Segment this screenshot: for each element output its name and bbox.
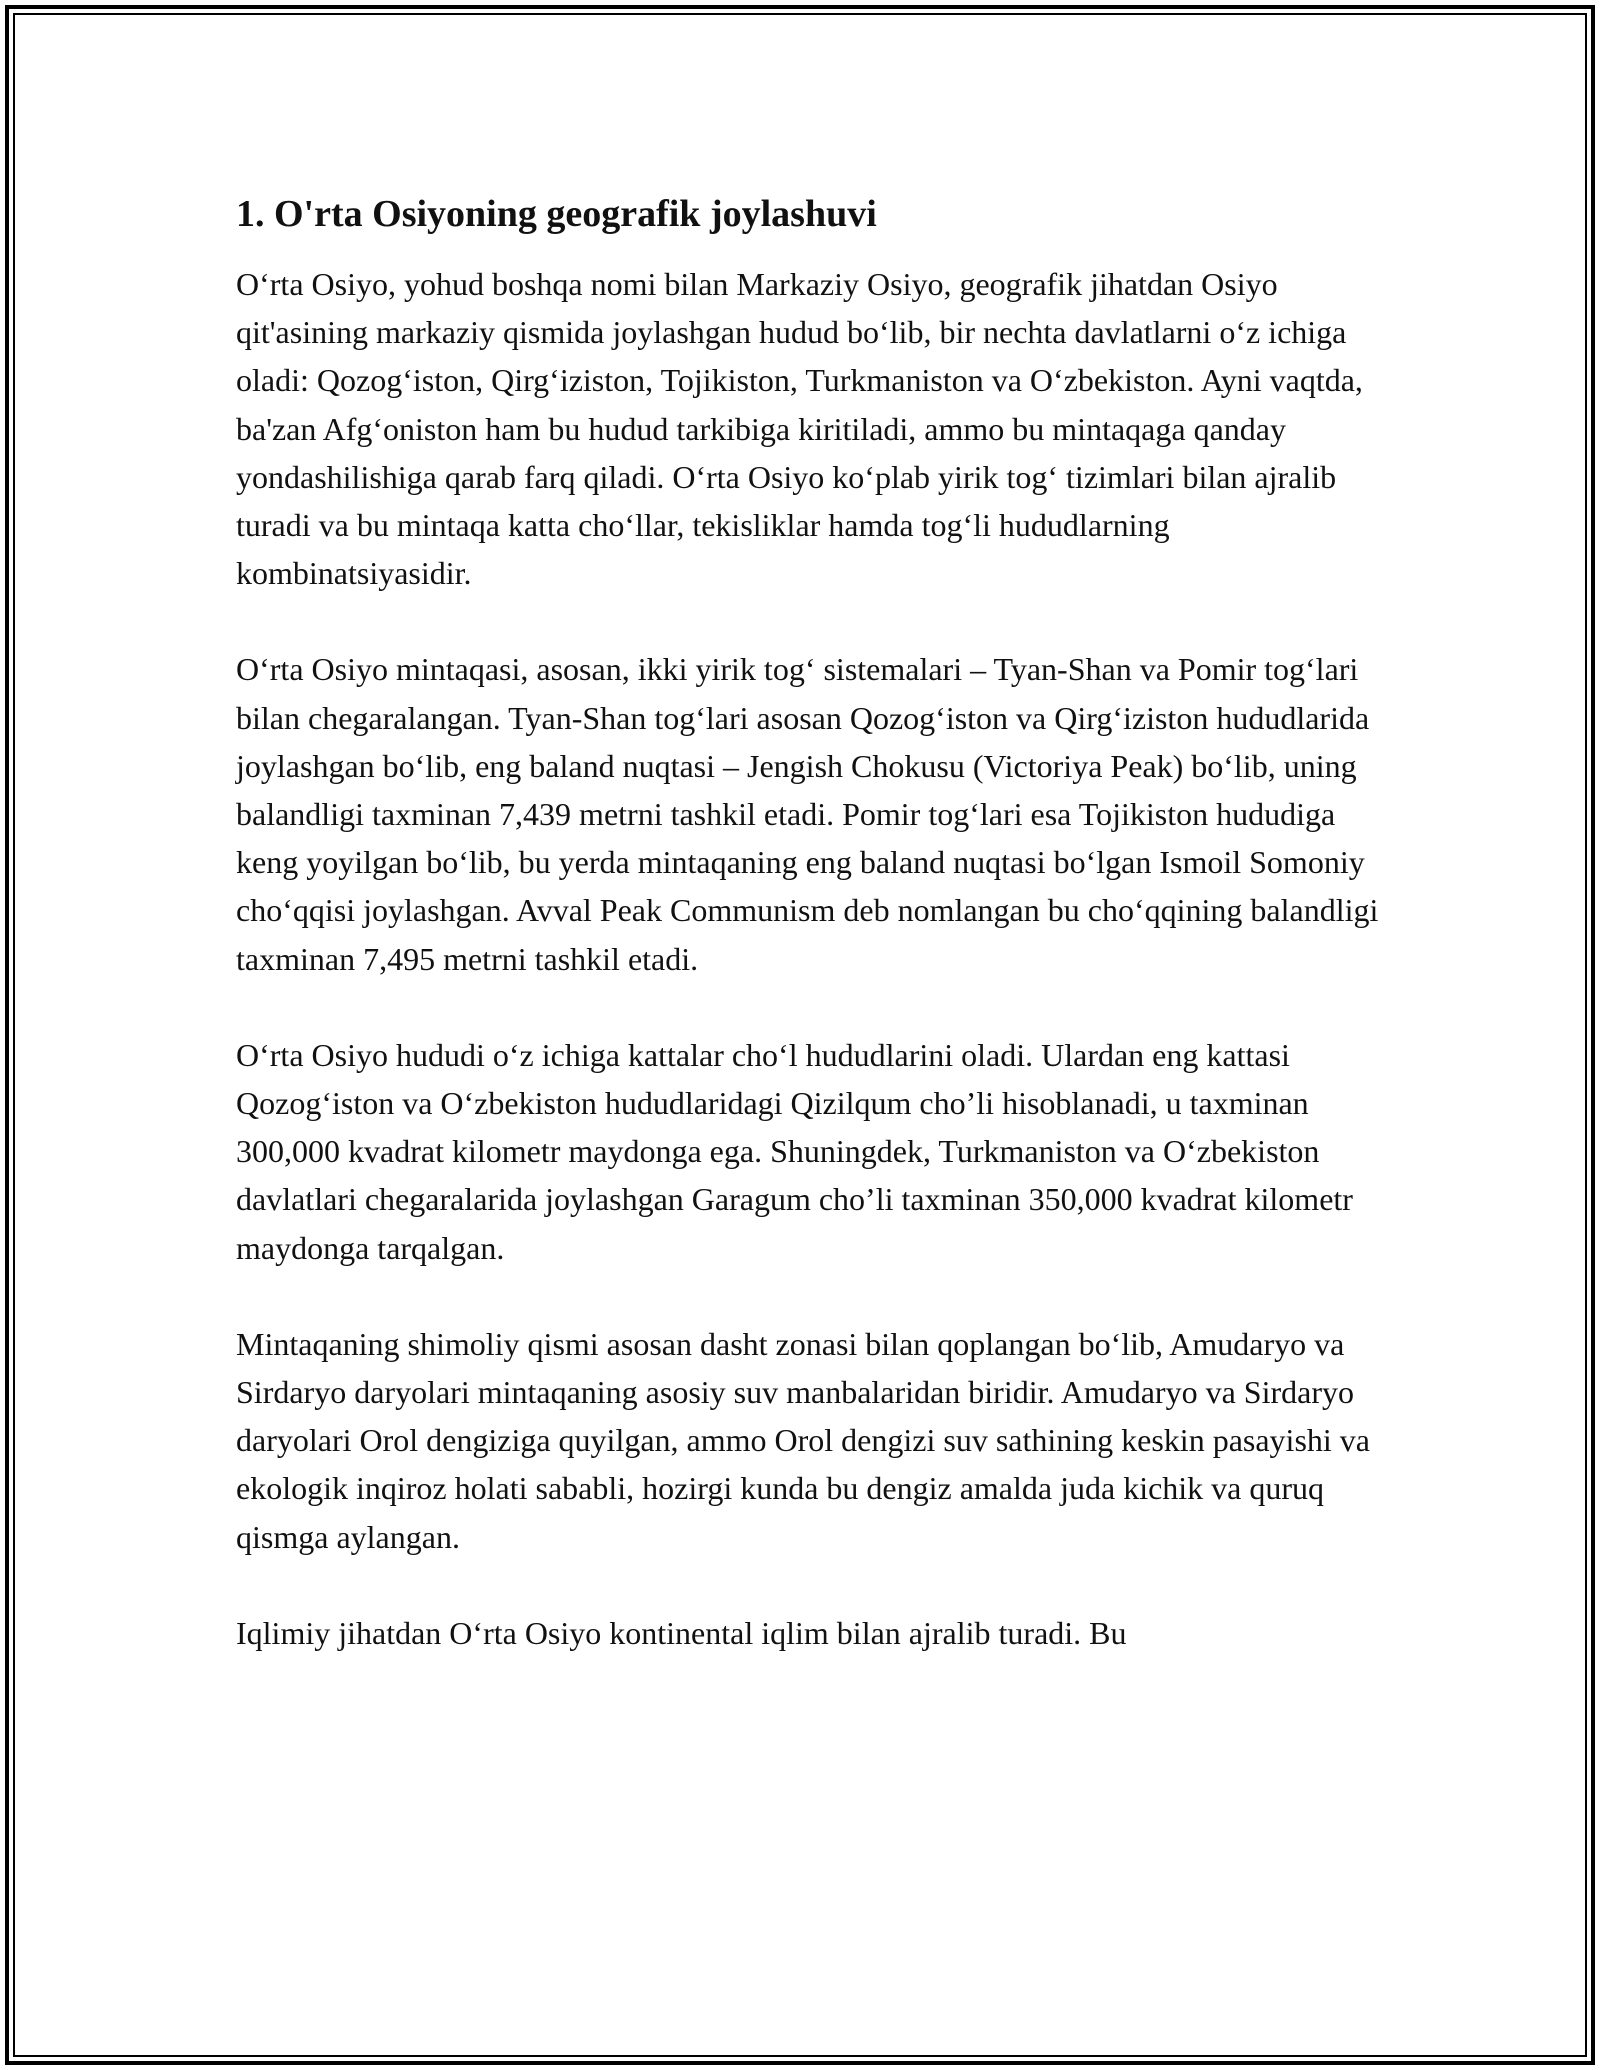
document-page <box>236 190 1386 1705</box>
paragraph-deserts: O‘rta Osiyo hududi o‘z ichiga kattalar cho‘l hududlarini oladi. Ulardan eng kattasi Qozog‘iston va O‘zbekiston hududlaridagi Qizilqum cho’li hisoblanadi, u taxminan 300,000 kvadrat kilometr maydonga ega. Shuningdek, Turkmaniston va O‘zbekiston davlatlari chegaralarida joylashgan Garagum cho’li taxminan 350,000 kvadrat kilometr maydonga tarqalgan. <box>236 1036 1353 1266</box>
paragraph-rivers: Mintaqaning shimoliy qismi asosan dasht zonasi bilan qoplangan bo‘lib, Amudaryo va Sirdaryo daryolari mintaqaning asosiy suv manbalaridan biridir. Amudaryo va Sirdaryo daryolari Orol dengiziga quyilgan, ammo Orol dengizi suv sathining keskin pasayishi va ekologik inqiroz holati sababli, hozirgi kunda bu dengiz amalda juda kichik va quruq qismga aylangan. <box>236 1325 1370 1555</box>
paragraph-climate: Iqlimiy jihatdan O‘rta Osiyo kontinental iqlim bilan ajralib turadi. Bu <box>236 1614 1127 1651</box>
paragraph-mountains: O‘rta Osiyo mintaqasi, asosan, ikki yirik tog‘ sistemalari – Tyan-Shan va Pomir tog‘lari bilan chegaralangan. Tyan-Shan tog‘lari asosan Qozog‘iston va Qirg‘iziston hududlarida joylashgan bo‘lib, eng baland nuqtasi – Jengish Chokusu (Victoriya Peak) bo‘lib, uning balandligi taxminan 7,439 metrni tashkil etadi. Pomir tog‘lari esa Tojikiston hududiga keng yoyilgan bo‘lib, bu yerda mintaqaning eng baland nuqtasi bo‘lgan Ismoil Somoniy cho‘qqisi joylashgan. Avval Peak Communism deb nomlangan bu cho‘qqining balandligi taxminan 7,495 metrni tashkil etadi. <box>236 651 1379 977</box>
section-title: 1. O'rta Osiyoning geografik joylashuvi <box>236 193 877 235</box>
paragraph-intro: O‘rta Osiyo, yohud boshqa nomi bilan Markaziy Osiyo, geografik jihatdan Osiyo qit'asining markaziy qismida joylashgan hudud bo‘lib, bir nechta davlatlarni o‘z ichiga oladi: Qozog‘iston, Qirg‘iziston, Tojikiston, Turkmaniston va O‘zbekiston. Ayni vaqtda, ba'zan Afg‘oniston ham bu hudud tarkibiga kiritiladi, ammo bu mintaqaga qanday yondashilishiga qarab farq qiladi. O‘rta Osiyo ko‘plab yirik tog‘ tizimlari bilan ajralib turadi va bu mintaqa katta cho‘llar, tekisliklar hamda tog‘li hududlarning kombinatsiyasidir. <box>236 266 1363 592</box>
